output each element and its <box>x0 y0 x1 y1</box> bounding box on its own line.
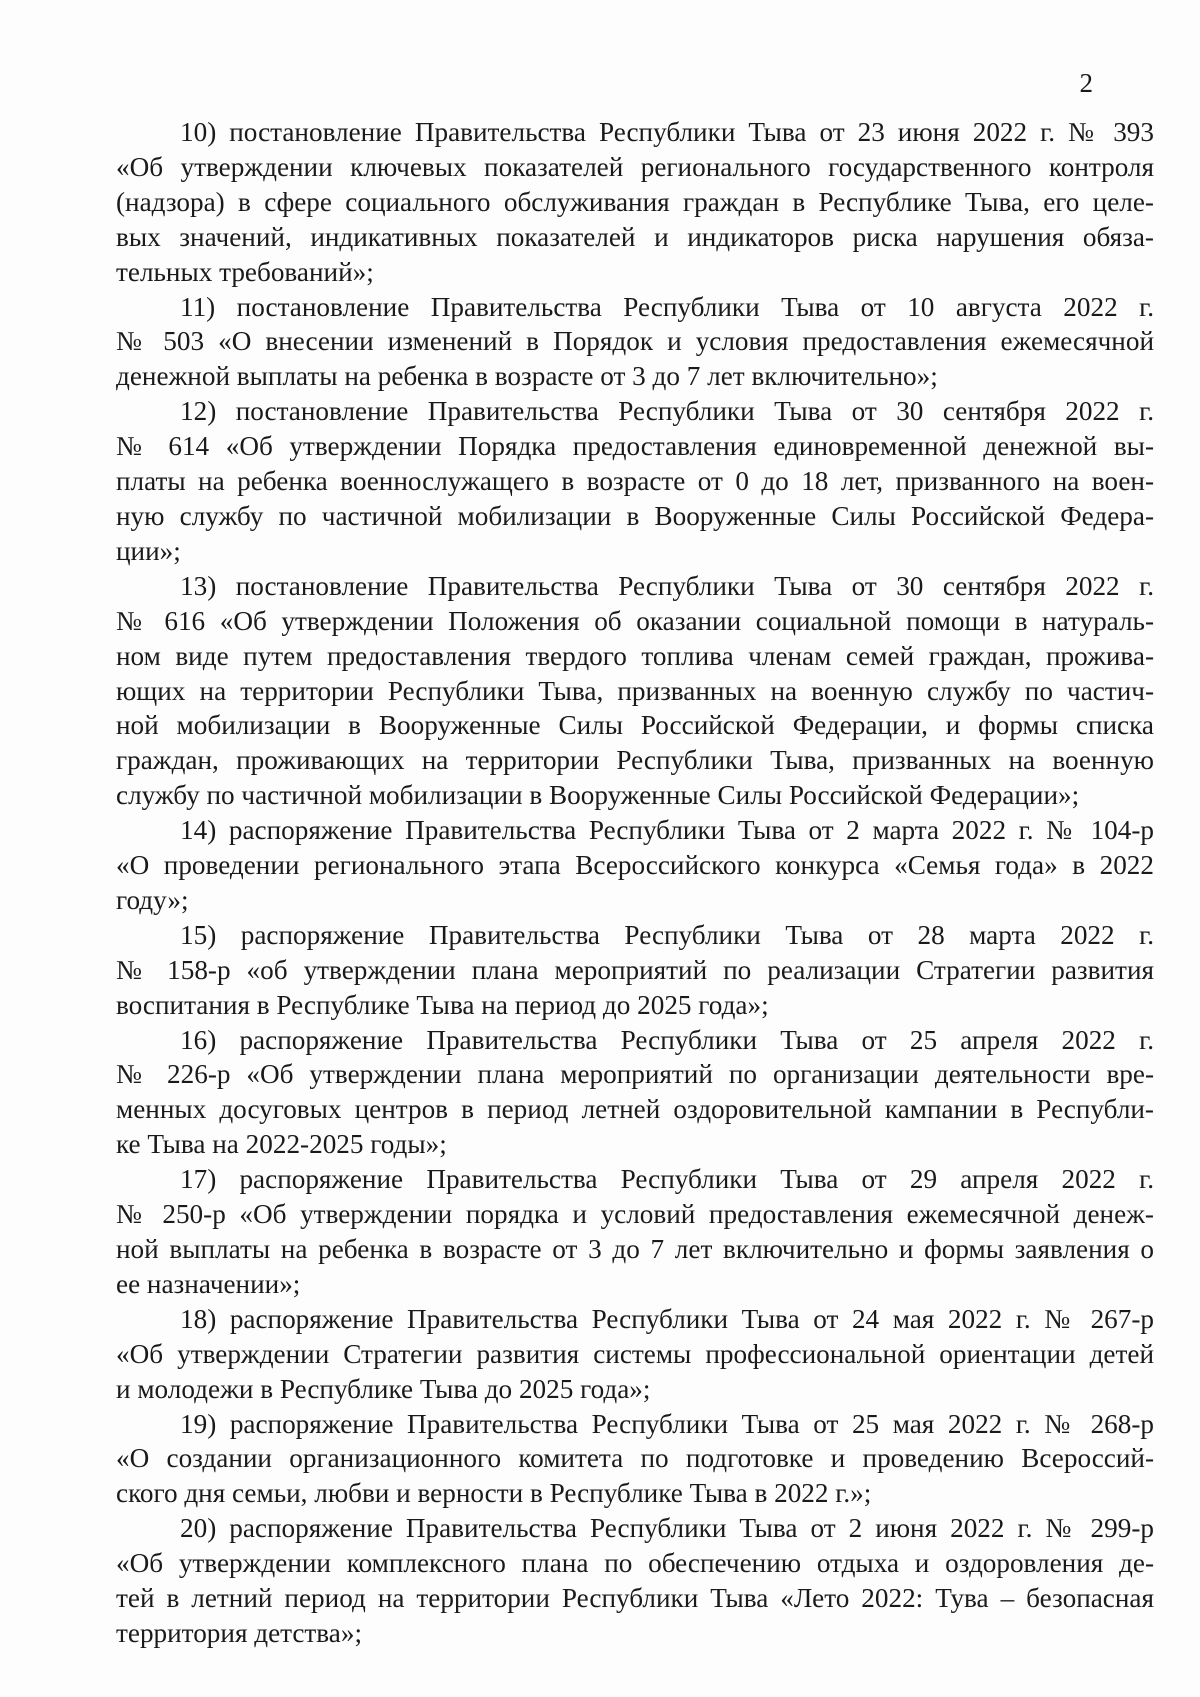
text-line: году»; <box>116 884 189 915</box>
text-line: 15) распоряжение Правительства Республики Тыва от 28 марта 2022 г. <box>180 919 1154 950</box>
text-line: ского дня семьи, любви и верности в Республике Тыва в 2022 г.»; <box>116 1478 872 1509</box>
text-line: «Об утверждении Стратегии развития системы профессиональной ориентации детей <box>116 1338 1154 1369</box>
list-item <box>116 115 1154 290</box>
text-line: 12) постановление Правительства Республики Тыва от 30 сентября 2022 г. <box>180 396 1154 427</box>
text-line: № 614 «Об утверждении Порядка предоставления единовременной денежной вы- <box>116 431 1154 462</box>
text-line: № 158-р «об утверждении плана мероприятий по реализации Стратегии развития <box>116 954 1154 985</box>
text-line: 20) распоряжение Правительства Республики Тыва от 2 июня 2022 г. № 299-р <box>180 1513 1154 1544</box>
text-line: ную службу по частичной мобилизации в Вооруженные Силы Российской Федера- <box>116 500 1154 531</box>
text-line: ке Тыва на 2022-2025 годы»; <box>116 1129 447 1160</box>
text-line: ции»; <box>116 535 181 566</box>
text-line: (надзора) в сфере социального обслуживания граждан в Республике Тыва, его целе- <box>116 186 1154 217</box>
text-line: № 503 «О внесении изменений в Порядок и условия предоставления ежемесячной <box>116 326 1154 357</box>
text-line: территория детства»; <box>116 1617 363 1648</box>
list-item <box>116 1511 1154 1651</box>
list-item <box>116 1407 1154 1512</box>
text-line: ной выплаты на ребенка в возрасте от 3 до 7 лет включительно и формы заявления о <box>116 1234 1154 1264</box>
list-item <box>116 1302 1154 1407</box>
text-line: вых значений, индикативных показателей и индикаторов риска нарушения обяза- <box>116 221 1154 252</box>
text-line: 17) распоряжение Правительства Республики Тыва от 29 апреля 2022 г. <box>180 1164 1154 1195</box>
text-line: 11) постановление Правительства Республики Тыва от 10 августа 2022 г. <box>180 291 1154 322</box>
text-line: ее назначении»; <box>116 1268 301 1299</box>
list-item <box>116 394 1154 569</box>
list-item <box>116 813 1154 918</box>
text-line: 10) постановление Правительства Республики Тыва от 23 июня 2022 г. № 393 <box>180 117 1154 147</box>
list-item <box>116 1162 1154 1302</box>
text-line: платы на ребенка военнослужащего в возрасте от 0 до 18 лет, призванного на воен- <box>116 466 1154 497</box>
text-line: менных досуговых центров в период летней оздоровительной кампании в Республи- <box>116 1094 1154 1125</box>
text-line: службу по частичной мобилизации в Вооруженные Силы Российской Федерации»; <box>116 780 1080 811</box>
text-line: воспитания в Республике Тыва на период до 2025 года»; <box>116 989 769 1020</box>
text-line: 18) распоряжение Правительства Республики Тыва от 24 мая 2022 г. № 267-р <box>180 1303 1154 1334</box>
text-line: тей в летний период на территории Республики Тыва «Лето 2022: Тува – безопасная <box>116 1583 1154 1614</box>
text-line: ющих на территории Республики Тыва, призванных на военную службу по частич- <box>116 675 1154 706</box>
text-line: «О создании организационного комитета по подготовке и проведению Всероссий- <box>116 1443 1154 1474</box>
text-line: 14) распоряжение Правительства Республики Тыва от 2 марта 2022 г. № 104-р <box>180 815 1154 846</box>
text-line: «Об утверждении ключевых показателей регионального государственного контроля <box>116 151 1154 182</box>
list-item <box>116 290 1154 395</box>
list-item <box>116 918 1154 1023</box>
text-line: ном виде путем предоставления твердого топлива членам семей граждан, прожива- <box>116 640 1154 671</box>
list-item <box>116 1023 1154 1163</box>
text-line: граждан, проживающих на территории Республики Тыва, призванных на военную <box>116 745 1154 776</box>
text-line: 16) распоряжение Правительства Республики Тыва от 25 апреля 2022 г. <box>180 1024 1154 1055</box>
text-line: № 250-р «Об утверждении порядка и условий предоставления ежемесячной денеж- <box>116 1199 1154 1230</box>
text-line: денежной выплаты на ребенка в возрасте от 3 до 7 лет включительно»; <box>116 361 938 392</box>
text-line: № 616 «Об утверждении Положения об оказании социальной помощи в натураль- <box>116 605 1154 636</box>
text-line: 19) распоряжение Правительства Республики Тыва от 25 мая 2022 г. № 268-р <box>180 1408 1154 1439</box>
text-line: «О проведении регионального этапа Всероссийского конкурса «Семья года» в 2022 <box>116 850 1154 881</box>
text-line: № 226-р «Об утверждении плана мероприятий по организации деятельности вре- <box>116 1059 1154 1090</box>
list-item <box>116 569 1154 813</box>
text-line: ной мобилизации в Вооруженные Силы Российской Федерации, и формы списка <box>116 710 1154 741</box>
text-line: и молодежи в Республике Тыва до 2025 года»; <box>116 1373 651 1404</box>
text-line: тельных требований»; <box>116 256 374 287</box>
document-body <box>116 115 1154 1651</box>
text-line: «Об утверждении комплексного плана по обеспечению отдыха и оздоровления де- <box>116 1548 1154 1579</box>
page-number: 2 <box>1079 68 1093 98</box>
text-line: 13) постановление Правительства Республики Тыва от 30 сентября 2022 г. <box>180 570 1154 601</box>
